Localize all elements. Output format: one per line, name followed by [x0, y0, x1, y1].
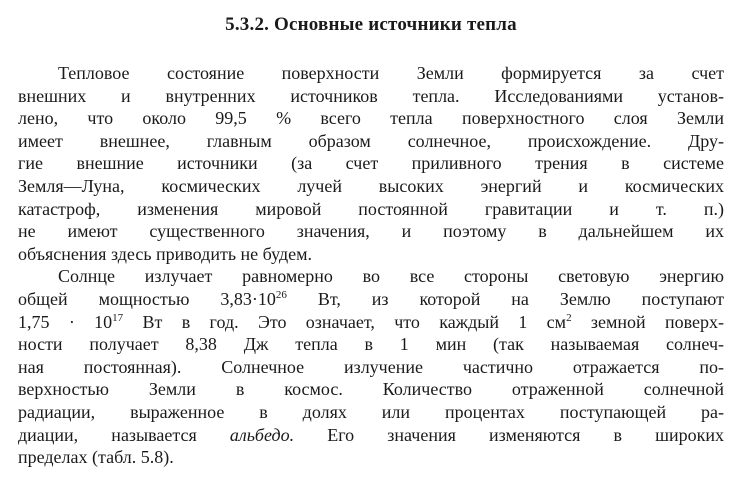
text-fragment: общей мощностью 3,83·10 — [18, 288, 276, 309]
superscript: 17 — [112, 311, 124, 324]
text-fragment: Вт в год. Это означает, что каждый 1 см — [123, 311, 567, 332]
text-fragment: 1,75 · 10 — [18, 311, 113, 332]
text-line: ности получает 8,38 Дж тепла в 1 мин (так называемая солнеч- — [18, 334, 724, 355]
text-fragment: диации, называется — [18, 424, 230, 445]
text-line: внешних и внутренних источников тепла. Исследованиями установ- — [18, 85, 724, 106]
text-line — [18, 311, 724, 334]
text-line: Солнце излучает равномерно во все стороны световую энергию — [58, 266, 724, 287]
text-line: ная постоянная). Солнечное излучение частично отражается по- — [18, 356, 724, 377]
text-line — [18, 288, 724, 311]
paragraph-2 — [18, 265, 724, 468]
document-page — [18, 12, 724, 469]
section-heading: 5.3.2. Основные источники тепла — [225, 14, 517, 35]
text-line: катастроф, изменения мировой постоянной гравитации и т. п.) — [18, 198, 724, 219]
text-line: верхностью Земли в космос. Количество отраженной солнечной — [18, 379, 724, 400]
text-line: пределах (табл. 5.8). — [18, 447, 174, 468]
text-line: имеет внешнее, главным образом солнечное, происхождение. Дру- — [18, 130, 724, 151]
superscript: 26 — [275, 288, 287, 301]
text-line: Земля—Луна, космических лучей высоких энергий и космических — [18, 175, 724, 196]
text-line: объяснения здесь приводить не будем. — [18, 243, 313, 264]
italic-term: альбедо. — [229, 424, 295, 445]
text-line: лено, что около 99,5 % всего тепла поверхностного слоя Земли — [18, 108, 724, 129]
text-line: радиации, выраженное в долях или процентах поступающей ра- — [18, 401, 724, 422]
text-line: не имеют существенного значения, и поэтому в дальнейшем их — [18, 221, 724, 242]
text-fragment: земной поверх- — [571, 311, 724, 332]
text-line: гие внешние источники (за счет приливного трения в системе — [18, 153, 724, 174]
text-line: Тепловое состояние поверхности Земли формируется за счет — [58, 63, 724, 83]
text-fragment: Его значения изменяются в широких — [294, 424, 724, 445]
superscript: 2 — [566, 311, 572, 324]
text-fragment: Вт, из которой на Землю поступают — [286, 288, 724, 309]
paragraph-1 — [18, 62, 724, 265]
text-line — [18, 424, 724, 447]
